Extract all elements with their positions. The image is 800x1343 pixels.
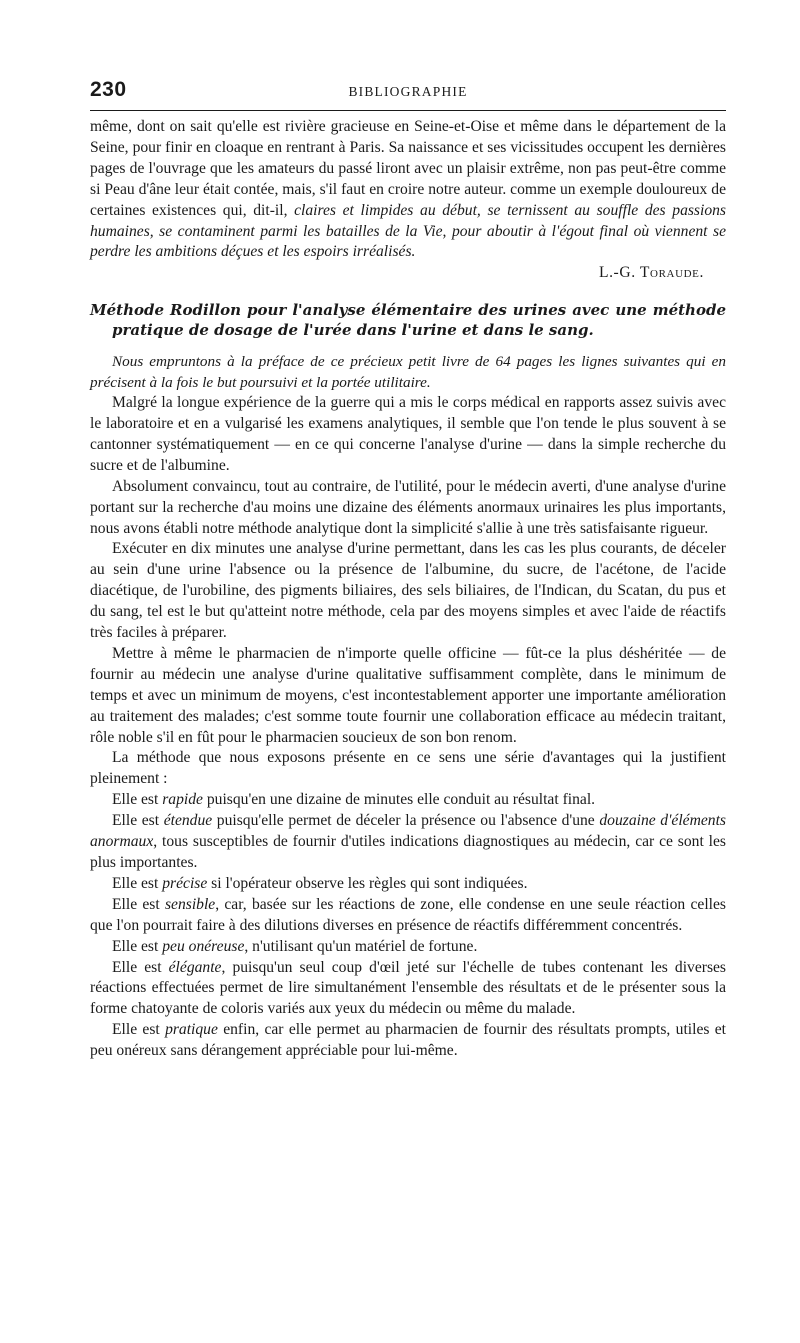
review-paragraph-1: Malgré la longue expérience de la guerre qui a mis le corps médical en rapports assez suivis avec le laboratoire et en a vulgarisé les examens analytiques, il semble que l'on tende le plus souvent à se cantonner systématiquement — en ce qui concerne l'analyse d'urine — dans la simple recherche du sucre et de l'albumine. (90, 394, 726, 474)
review-title: Méthode Rodillon pour l'analyse élémentaire des urines avec une méthode pratique de dosage de l'urée dans l'urine et dans le sang. (90, 301, 726, 340)
book-page (90, 72, 726, 1062)
advantage-etendue: Elle est étendue puisqu'elle permet de déceler la présence ou l'absence d'une douzaine d'éléments anormaux, tous susceptibles de fournir d'utiles indications diagnostiques au médecin, car ce sont les plus importantes. (90, 812, 726, 871)
page-body (90, 117, 726, 1062)
review-intro: Nous empruntons à la préface de ce précieux petit livre de 64 pages les lignes suivantes qui en précisent à la fois le but poursuivi et la portée utilitaire. (90, 353, 726, 391)
header-rule (90, 110, 726, 111)
review-paragraph-4: Mettre à même le pharmacien de n'importe quelle officine — fût-ce la plus déshéritée — de fournir au médecin une analyse d'urine qualitative suffisamment complète, dans le minimum de temps et avec un minimum de moyens, c'est incontestablement apporter une importante amélioration au traitement des malades; c'est somme toute fournir une collaboration efficace au médecin traitant, rôle noble s'il en fût pour le pharmacien soucieux de son bon renom. (90, 644, 726, 746)
continuation-text: même, dont on sait qu'elle est rivière gracieuse en Seine-et-Oise et même dans le département de la Seine, pour finir en cloaque en rentrant à Paris. Sa naissance et ses vicissitudes occupent les dernières pages de l'ouvrage que les amateurs du passé liront avec un plaisir extrême, non pas peut-être comme si Peau d'âne leur était contée, mais, s'il faut en croire notre auteur. comme un exemple douloureux de certaines existences qui, dit-il, (90, 118, 726, 219)
continuation-paragraph (90, 117, 726, 263)
advantage-precise: Elle est précise si l'opérateur observe les règles qui sont indiquées. (112, 874, 528, 892)
review-signature: L.-G. Toraude. (598, 264, 704, 282)
author-quote: claires et limpides au début, se ternissent au souffle des passions humaines, se contaminent parmi les batailles de la Vie, pour aboutir à l'égout final où viennent se perdre les ambitions déçues et les espoirs irréalisés. (90, 201, 726, 261)
running-head-title: BIBLIOGRAPHIE (348, 84, 468, 99)
advantage-elegante: Elle est élégante, puisqu'un seul coup d'œil jeté sur l'échelle de tubes contenant les diverses réactions effectuées permet de lire simultanément l'ensemble des résultats et de le présenter sous la forme chatoyante de coloris variés aux yeux du médecin ou même du malade. (90, 958, 726, 1018)
running-head (90, 72, 726, 110)
review-signature-line (90, 263, 726, 284)
review-paragraph-2: Absolument convaincu, tout au contraire, de l'utilité, pour le médecin averti, d'une analyse d'urine portant sur la recherche d'au moins une dizaine des éléments anormaux urinaires les plus importants, nous avons établi notre méthode analytique dont la simplicité s'allie à une très satisfaisante rigueur. (90, 477, 726, 537)
advantage-rapide: Elle est rapide puisqu'en une dizaine de minutes elle conduit au résultat final. (112, 791, 596, 809)
review-paragraph-5: La méthode que nous exposons présente en ce sens une série d'avantages qui la justifient pleinement : (90, 749, 726, 788)
advantage-peu-onereuse: Elle est peu onéreuse, n'utilisant qu'un matériel de fortune. (112, 937, 478, 955)
advantage-pratique: Elle est pratique enfin, car elle permet au pharmacien de fournir des résultats prompts, utiles et peu onéreux sans dérangement appréciable pour lui-même. (90, 1021, 726, 1060)
review-paragraph-3: Exécuter en dix minutes une analyse d'urine permettant, dans les cas les plus courants, de déceler au sein d'une urine l'absence ou la présence de l'albumine, du sucre, de l'acétone, de l'acide diacétique, de l'urobiline, des pigments biliaires, des sels biliaires, de l'Indican, du Scatan, du pus et du sang, tel est le but qu'atteint notre méthode, cela par des moyens simples et avec l'aide de réactifs très faciles à préparer. (90, 540, 726, 642)
advantage-sensible: Elle est sensible, car, basée sur les réactions de zone, elle condense en une seule réaction celles que l'on pourrait faire à des dilutions diverses en présence de réactifs différemment concentrés. (90, 895, 726, 934)
page-number: 230 (90, 78, 127, 101)
